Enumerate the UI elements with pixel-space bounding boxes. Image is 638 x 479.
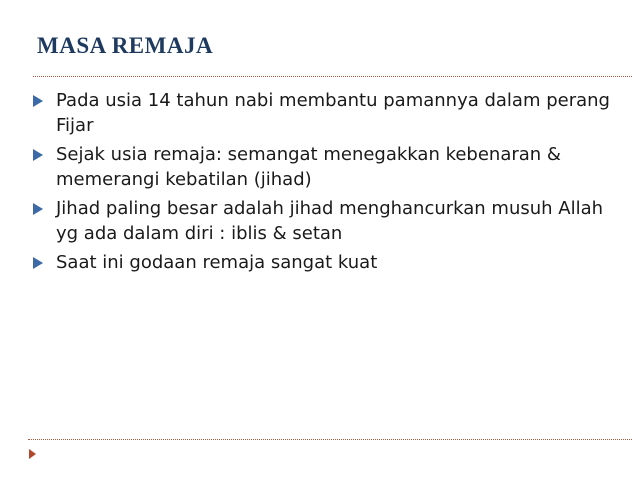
list-item <box>30 88 610 138</box>
title-divider <box>33 76 632 77</box>
bullet-text: Sejak usia remaja: semangat menegakkan kebenaran & memerangi kebatilan (jihad) <box>56 144 561 190</box>
footer-divider <box>28 439 632 440</box>
bullet-text: Saat ini godaan remaja sangat kuat <box>56 252 378 273</box>
triangle-bullet-icon <box>33 95 43 107</box>
footer-arrow-icon <box>29 449 36 459</box>
triangle-bullet-icon <box>33 149 43 161</box>
triangle-bullet-icon <box>33 257 43 269</box>
list-item <box>30 142 610 192</box>
triangle-bullet-icon <box>33 203 43 215</box>
list-item <box>30 196 610 246</box>
bullet-text: Pada usia 14 tahun nabi membantu pamannya dalam perang Fijar <box>56 90 610 136</box>
bullet-text: Jihad paling besar adalah jihad menghancurkan musuh Allah yg ada dalam diri : iblis & setan <box>56 198 604 244</box>
list-item <box>30 250 610 275</box>
slide-title: MASA REMAJA <box>37 33 214 58</box>
bullet-list <box>30 88 610 279</box>
